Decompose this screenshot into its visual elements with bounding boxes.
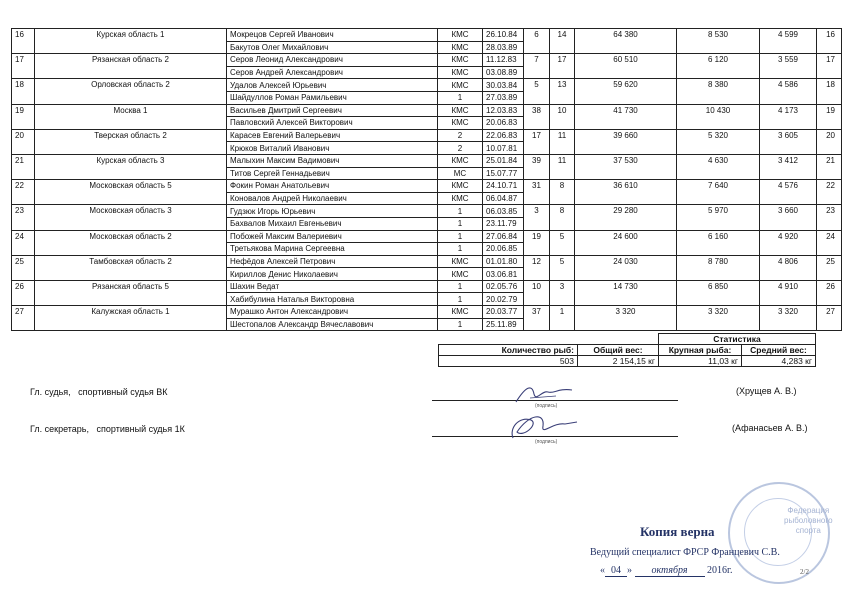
statistics-header: Статистика: [659, 334, 816, 345]
participant-name-cell: Нефёдов Алексей Петрович: [227, 255, 438, 268]
fish-count-cell: 1: [550, 306, 575, 331]
page-number: 2/2: [800, 568, 809, 576]
birth-date-cell: 15.07.77: [483, 167, 524, 180]
place-cell: 18: [817, 79, 842, 104]
sport-rank-cell: КМС: [438, 104, 483, 117]
team-number-cell: 18: [12, 79, 35, 104]
participant-name-cell: Карасев Евгений Валерьевич: [227, 129, 438, 142]
average-weight-cell: 3 320: [760, 306, 817, 331]
team-number-cell: 20: [12, 129, 35, 154]
sport-rank-cell: КМС: [438, 154, 483, 167]
chief-secretary-category: спортивный судья 1К: [96, 424, 185, 434]
table-row: [12, 230, 842, 243]
team-name-cell: Курская область 1: [35, 29, 227, 54]
big-fish-cell: 10 430: [677, 104, 760, 129]
sector-cell: 31: [524, 180, 550, 205]
birth-date-cell: 20.06.85: [483, 243, 524, 256]
total-weight-cell: 24 030: [575, 255, 677, 280]
place-cell: 25: [817, 255, 842, 280]
table-row: [12, 255, 842, 268]
participant-name-cell: Кириллов Денис Николаевич: [227, 268, 438, 281]
birth-date-cell: 03.08.89: [483, 66, 524, 79]
team-name-cell: Московская область 5: [35, 180, 227, 205]
average-weight-cell: 4 173: [760, 104, 817, 129]
participant-name-cell: Серов Леонид Александрович: [227, 54, 438, 67]
participant-name-cell: Титов Сергей Геннадьевич: [227, 167, 438, 180]
fish-count-cell: 5: [550, 255, 575, 280]
team-number-cell: 22: [12, 180, 35, 205]
participant-name-cell: Крюков Виталий Иванович: [227, 142, 438, 155]
fish-count-cell: 11: [550, 129, 575, 154]
sport-rank-cell: 2: [438, 142, 483, 155]
sector-cell: 7: [524, 54, 550, 79]
table-row: [12, 180, 842, 193]
sport-rank-cell: КМС: [438, 180, 483, 193]
chief-judge-signature: [512, 382, 582, 406]
table-row: [12, 29, 842, 42]
sport-rank-cell: 1: [438, 91, 483, 104]
table-row: [12, 205, 842, 218]
birth-date-cell: 26.10.84: [483, 29, 524, 42]
participant-name-cell: Коновалов Андрей Николаевич: [227, 192, 438, 205]
sport-rank-cell: КМС: [438, 255, 483, 268]
sport-rank-cell: МС: [438, 167, 483, 180]
participant-name-cell: Серов Андрей Александрович: [227, 66, 438, 79]
statistics-panel: [438, 333, 816, 367]
big-fish-cell: 6 850: [677, 280, 760, 305]
birth-date-cell: 06.03.85: [483, 205, 524, 218]
sport-rank-cell: КМС: [438, 306, 483, 319]
total-weight-value: 2 154,15 кг: [578, 356, 659, 367]
average-weight-label: Средний вес:: [742, 345, 816, 356]
table-row: [12, 79, 842, 92]
place-cell: 23: [817, 205, 842, 230]
team-number-cell: 24: [12, 230, 35, 255]
fish-count-cell: 8: [550, 180, 575, 205]
birth-date-cell: 10.07.81: [483, 142, 524, 155]
chief-judge-signature-hint: (подпись): [535, 403, 558, 409]
average-weight-cell: 4 920: [760, 230, 817, 255]
total-weight-cell: 59 620: [575, 79, 677, 104]
birth-date-cell: 27.06.84: [483, 230, 524, 243]
average-weight-cell: 4 586: [760, 79, 817, 104]
participant-name-cell: Шестопалов Александр Вячеславович: [227, 318, 438, 331]
chief-secretary-signature: [505, 410, 585, 444]
birth-date-cell: 12.03.83: [483, 104, 524, 117]
average-weight-value: 4,283 кг: [742, 356, 816, 367]
birth-date-cell: 23.11.79: [483, 217, 524, 230]
table-row: [12, 104, 842, 117]
big-fish-value: 11,03 кг: [659, 356, 742, 367]
team-number-cell: 27: [12, 306, 35, 331]
total-weight-cell: 3 320: [575, 306, 677, 331]
fish-count-cell: 11: [550, 154, 575, 179]
big-fish-cell: 3 320: [677, 306, 760, 331]
table-row: [12, 54, 842, 67]
participant-name-cell: Мурашко Антон Александрович: [227, 306, 438, 319]
place-cell: 19: [817, 104, 842, 129]
team-number-cell: 19: [12, 104, 35, 129]
average-weight-cell: 4 576: [760, 180, 817, 205]
participant-name-cell: Малыхин Максим Вадимович: [227, 154, 438, 167]
fish-count-cell: 3: [550, 280, 575, 305]
big-fish-cell: 8 530: [677, 29, 760, 54]
chief-secretary-signature-hint: (подпись): [535, 439, 558, 445]
sport-rank-cell: 1: [438, 230, 483, 243]
team-number-cell: 17: [12, 54, 35, 79]
participant-name-cell: Васильев Дмитрий Сергеевич: [227, 104, 438, 117]
birth-date-cell: 24.10.71: [483, 180, 524, 193]
birth-date-cell: 30.03.84: [483, 79, 524, 92]
chief-secretary-role: Гл. секретарь, спортивный судья 1К: [30, 424, 185, 434]
big-fish-cell: 6 120: [677, 54, 760, 79]
average-weight-cell: 4 599: [760, 29, 817, 54]
big-fish-cell: 8 380: [677, 79, 760, 104]
total-weight-cell: 60 510: [575, 54, 677, 79]
participant-name-cell: Шайдуллов Роман Рамильевич: [227, 91, 438, 104]
fish-count-label: Количество рыб:: [439, 345, 578, 356]
place-cell: 26: [817, 280, 842, 305]
average-weight-cell: 4 806: [760, 255, 817, 280]
place-cell: 21: [817, 154, 842, 179]
participant-name-cell: Шахин Ведат: [227, 280, 438, 293]
table-row: [12, 306, 842, 319]
total-weight-cell: 41 730: [575, 104, 677, 129]
sport-rank-cell: КМС: [438, 29, 483, 42]
sport-rank-cell: КМС: [438, 41, 483, 54]
fish-count-cell: 5: [550, 230, 575, 255]
total-weight-label: Общий вес:: [578, 345, 659, 356]
birth-date-cell: 11.12.83: [483, 54, 524, 67]
table-row: [12, 280, 842, 293]
team-name-cell: Орловская область 2: [35, 79, 227, 104]
participant-name-cell: Гудзюк Игорь Юрьевич: [227, 205, 438, 218]
birth-date-cell: 20.02.79: [483, 293, 524, 306]
total-weight-cell: 39 660: [575, 129, 677, 154]
big-fish-cell: 6 160: [677, 230, 760, 255]
birth-date-cell: 22.06.83: [483, 129, 524, 142]
table-row: [12, 154, 842, 167]
sport-rank-cell: 1: [438, 318, 483, 331]
participant-name-cell: Бахвалов Михаил Евгеньевич: [227, 217, 438, 230]
fish-count-value: 503: [439, 356, 578, 367]
total-weight-cell: 14 730: [575, 280, 677, 305]
fish-count-cell: 14: [550, 29, 575, 54]
sector-cell: 5: [524, 79, 550, 104]
participant-name-cell: Побожей Максим Валериевич: [227, 230, 438, 243]
team-number-cell: 16: [12, 29, 35, 54]
team-name-cell: Курская область 3: [35, 154, 227, 179]
sport-rank-cell: 2: [438, 129, 483, 142]
total-weight-cell: 64 380: [575, 29, 677, 54]
sector-cell: 3: [524, 205, 550, 230]
team-name-cell: Московская область 2: [35, 230, 227, 255]
sport-rank-cell: КМС: [438, 117, 483, 130]
chief-judge-name: (Хрущев А. В.): [736, 386, 797, 396]
big-fish-cell: 5 970: [677, 205, 760, 230]
team-name-cell: Москва 1: [35, 104, 227, 129]
sport-rank-cell: КМС: [438, 268, 483, 281]
team-name-cell: Тамбовская область 2: [35, 255, 227, 280]
sport-rank-cell: 1: [438, 293, 483, 306]
sport-rank-cell: 1: [438, 243, 483, 256]
certification-date: « 04 » октября 2016г.: [600, 565, 733, 576]
birth-date-cell: 25.11.89: [483, 318, 524, 331]
participant-name-cell: Третьякова Марина Сергеевна: [227, 243, 438, 256]
total-weight-cell: 24 600: [575, 230, 677, 255]
big-fish-cell: 7 640: [677, 180, 760, 205]
average-weight-cell: 3 559: [760, 54, 817, 79]
place-cell: 17: [817, 54, 842, 79]
team-number-cell: 23: [12, 205, 35, 230]
average-weight-cell: 4 910: [760, 280, 817, 305]
team-number-cell: 26: [12, 280, 35, 305]
team-name-cell: Тверская область 2: [35, 129, 227, 154]
birth-date-cell: 28.03.89: [483, 41, 524, 54]
fish-count-cell: 8: [550, 205, 575, 230]
big-fish-cell: 8 780: [677, 255, 760, 280]
place-cell: 24: [817, 230, 842, 255]
total-weight-cell: 36 610: [575, 180, 677, 205]
sector-cell: 17: [524, 129, 550, 154]
average-weight-cell: 3 605: [760, 129, 817, 154]
average-weight-cell: 3 412: [760, 154, 817, 179]
average-weight-cell: 3 660: [760, 205, 817, 230]
table-row: [12, 129, 842, 142]
sport-rank-cell: КМС: [438, 192, 483, 205]
place-cell: 16: [817, 29, 842, 54]
chief-judge-role: Гл. судья, спортивный судья ВК: [30, 387, 168, 397]
team-name-cell: Московская область 3: [35, 205, 227, 230]
participant-name-cell: Удалов Алексей Юрьевич: [227, 79, 438, 92]
sport-rank-cell: КМС: [438, 54, 483, 67]
sport-rank-cell: 1: [438, 280, 483, 293]
sport-rank-cell: 1: [438, 217, 483, 230]
place-cell: 27: [817, 306, 842, 331]
birth-date-cell: 20.06.83: [483, 117, 524, 130]
big-fish-label: Крупная рыба:: [659, 345, 742, 356]
participant-name-cell: Бакутов Олег Михайлович: [227, 41, 438, 54]
fish-count-cell: 17: [550, 54, 575, 79]
sport-rank-cell: КМС: [438, 79, 483, 92]
sport-rank-cell: 1: [438, 205, 483, 218]
certified-by-line: Ведущий специалист ФРСР Францевич С.В.: [590, 547, 780, 558]
chief-judge-category: спортивный судья ВК: [78, 387, 168, 397]
team-name-cell: Рязанская область 5: [35, 280, 227, 305]
participant-name-cell: Мокрецов Сергей Иванович: [227, 29, 438, 42]
participant-name-cell: Хабибулина Наталья Викторовна: [227, 293, 438, 306]
team-number-cell: 25: [12, 255, 35, 280]
place-cell: 20: [817, 129, 842, 154]
sector-cell: 37: [524, 306, 550, 331]
birth-date-cell: 27.03.89: [483, 91, 524, 104]
total-weight-cell: 37 530: [575, 154, 677, 179]
fish-count-cell: 10: [550, 104, 575, 129]
place-cell: 22: [817, 180, 842, 205]
participant-name-cell: Павловский Алексей Викторович: [227, 117, 438, 130]
birth-date-cell: 01.01.80: [483, 255, 524, 268]
certified-copy-title: Копия верна: [640, 524, 715, 539]
birth-date-cell: 03.06.81: [483, 268, 524, 281]
team-name-cell: Рязанская область 2: [35, 54, 227, 79]
birth-date-cell: 25.01.84: [483, 154, 524, 167]
sport-rank-cell: КМС: [438, 66, 483, 79]
sector-cell: 6: [524, 29, 550, 54]
big-fish-cell: 4 630: [677, 154, 760, 179]
sector-cell: 12: [524, 255, 550, 280]
participant-name-cell: Фокин Роман Анатольевич: [227, 180, 438, 193]
big-fish-cell: 5 320: [677, 129, 760, 154]
team-number-cell: 21: [12, 154, 35, 179]
birth-date-cell: 20.03.77: [483, 306, 524, 319]
sector-cell: 38: [524, 104, 550, 129]
birth-date-cell: 02.05.76: [483, 280, 524, 293]
sector-cell: 10: [524, 280, 550, 305]
fish-count-cell: 13: [550, 79, 575, 104]
total-weight-cell: 29 280: [575, 205, 677, 230]
sector-cell: 39: [524, 154, 550, 179]
chief-secretary-name: (Афанасьев А. В.): [732, 423, 808, 433]
team-name-cell: Калужская область 1: [35, 306, 227, 331]
results-table: [11, 28, 842, 331]
sector-cell: 19: [524, 230, 550, 255]
federation-stamp: Федерация рыболовного спорта: [728, 482, 830, 584]
birth-date-cell: 06.04.87: [483, 192, 524, 205]
